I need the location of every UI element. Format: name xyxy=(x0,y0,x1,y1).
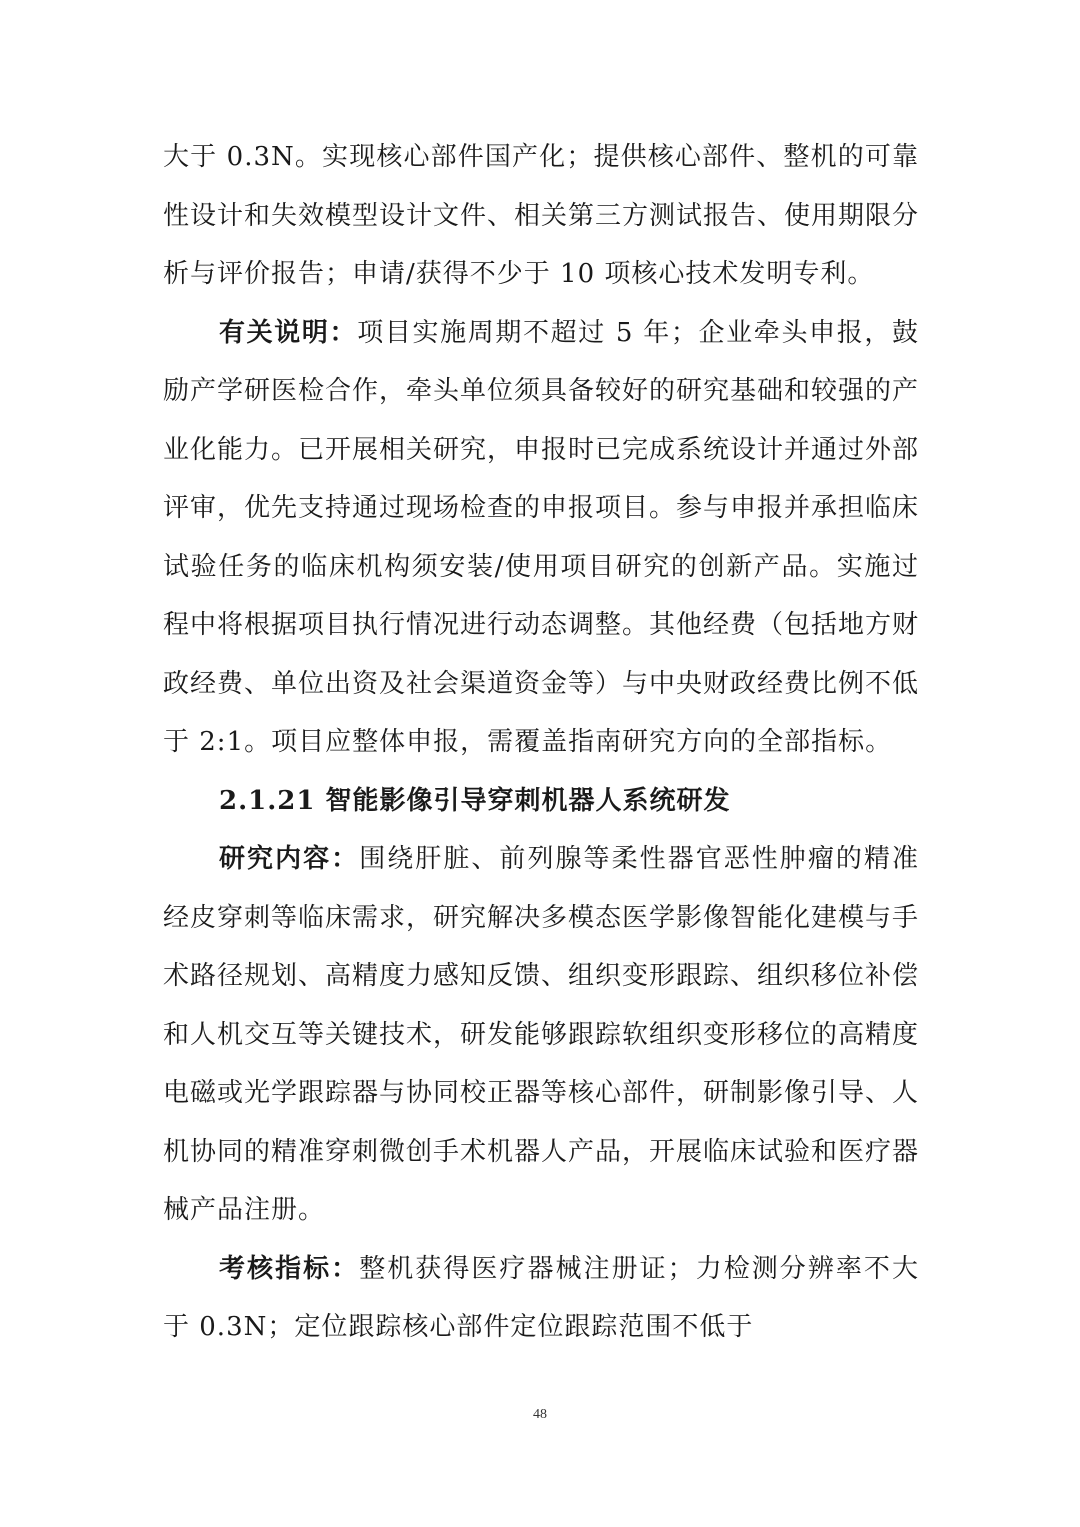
paragraph-notes xyxy=(163,304,919,772)
paragraph-research-content xyxy=(163,830,919,1240)
body-text xyxy=(163,128,919,1357)
notes-label: 有关说明： xyxy=(219,317,358,348)
research-content-label: 研究内容： xyxy=(219,844,360,874)
section-heading: 2.1.21 智能影像引导穿刺机器人系统研发 xyxy=(219,785,731,816)
assessment-label: 考核指标： xyxy=(219,1253,360,1284)
notes-text: 项目实施周期不超过 5 年；企业牵头申报，鼓励产学研医检合作，牵头单位须具备较好的研究基础和较强的产业化能力。已开展相关研究，申报时已完成系统设计并通过外部评审，优先支持通过现场检查的申报项目。参与申报并承担临床试验任务的临床机构须安装/使用项目研究的创新产品。实施过程中将根据项目执行情况进行动态调整。其他经费（包括地方财政经费、单位出资及社会渠道资金等）与中央财政经费比例不低于 2:1。项目应整体申报，需覆盖指南研究方向的全部指标。 xyxy=(163,317,920,757)
paragraph-assessment xyxy=(163,1240,919,1357)
paragraph-continuation: 大于 0.3N。实现核心部件国产化；提供核心部件、整机的可靠性设计和失效模型设计文件、相关第三方测试报告、使用期限分析与评价报告；申请/获得不少于 10 项核心技术发明专利。 xyxy=(163,142,920,289)
assessment-text: 整机获得医疗器械注册证；力检测分辨率不大于 0.3N；定位跟踪核心部件定位跟踪范围不低于 xyxy=(163,1253,919,1342)
research-content-text: 围绕肝脏、前列腺等柔性器官恶性肿瘤的精准经皮穿刺等临床需求，研究解决多模态医学影像智能化建模与手术路径规划、高精度力感知反馈、组织变形跟踪、组织移位补偿和人机交互等关键技术，研发能够跟踪软组织变形移位的高精度电磁或光学跟踪器与协同校正器等核心部件，研制影像引导、人机协同的精准穿刺微创手术机器人产品，开展临床试验和医疗器械产品注册。 xyxy=(163,844,920,1225)
page-number: 48 xyxy=(533,1407,547,1422)
